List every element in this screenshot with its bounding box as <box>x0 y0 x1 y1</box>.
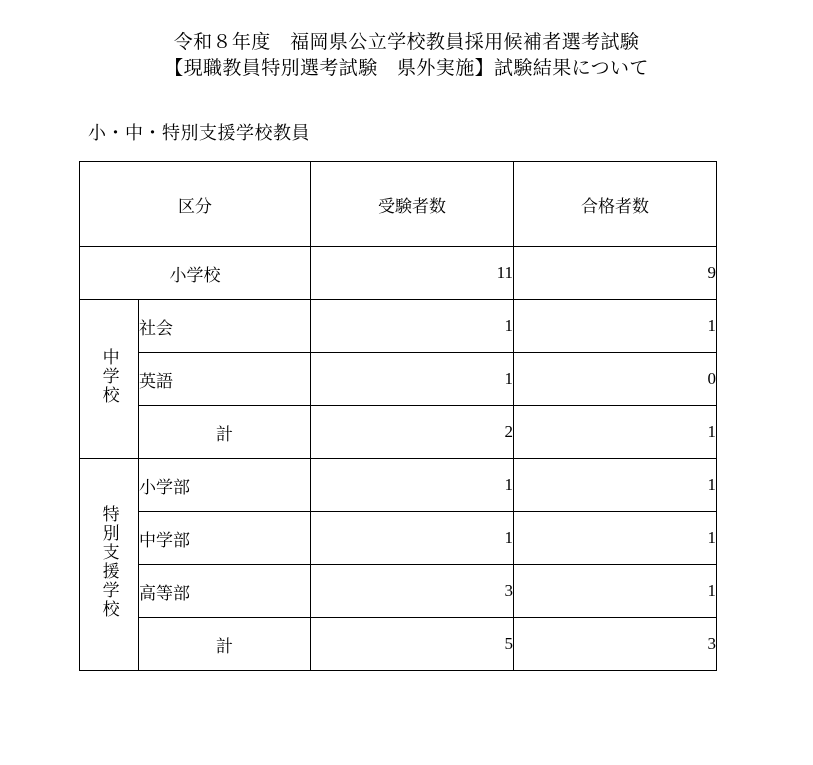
title-line-1: 令和８年度 福岡県公立学校教員採用候補者選考試験 <box>173 32 640 53</box>
row-label-special-support-total: 計 <box>139 618 311 671</box>
row-passed-english: 0 <box>514 353 717 406</box>
row-applicants-junior-high-dept: 1 <box>311 512 514 565</box>
row-label-english: 英語 <box>139 353 311 406</box>
header-passed: 合格者数 <box>514 162 717 247</box>
header-category: 区分 <box>80 162 311 247</box>
row-applicants-elementary-dept: 1 <box>311 459 514 512</box>
document-title-block <box>0 30 813 82</box>
row-label-elementary: 小学校 <box>80 247 311 300</box>
row-passed-junior-high-total: 1 <box>514 406 717 459</box>
group-label-junior-high <box>80 300 139 459</box>
section-subtitle: 小・中・特別支援学校教員 <box>88 123 310 143</box>
table-row <box>80 353 717 406</box>
row-label-junior-high-dept: 中学部 <box>139 512 311 565</box>
row-label-elementary-dept: 小学部 <box>139 459 311 512</box>
title-line-2: 【現職教員特別選考試験 県外実施】試験結果について <box>164 58 649 79</box>
table-row <box>80 512 717 565</box>
table-row <box>80 565 717 618</box>
row-passed-special-support-total: 3 <box>514 618 717 671</box>
row-applicants-social-studies: 1 <box>311 300 514 353</box>
table-row <box>80 459 717 512</box>
row-label-high-school-dept: 高等部 <box>139 565 311 618</box>
group-label-junior-high-text: 中学校 <box>99 348 119 405</box>
row-label-junior-high-total: 計 <box>139 406 311 459</box>
row-passed-junior-high-dept: 1 <box>514 512 717 565</box>
row-applicants-special-support-total: 5 <box>311 618 514 671</box>
row-applicants-high-school-dept: 3 <box>311 565 514 618</box>
header-applicants: 受験者数 <box>311 162 514 247</box>
table-row <box>80 300 717 353</box>
row-applicants-elementary: 11 <box>311 247 514 300</box>
row-label-social-studies: 社会 <box>139 300 311 353</box>
table-row <box>80 247 717 300</box>
group-label-special-support <box>80 459 139 671</box>
table-header-row <box>80 162 717 247</box>
row-applicants-english: 1 <box>311 353 514 406</box>
table-row <box>80 618 717 671</box>
row-passed-high-school-dept: 1 <box>514 565 717 618</box>
row-passed-social-studies: 1 <box>514 300 717 353</box>
results-table-container <box>79 161 717 671</box>
row-passed-elementary: 9 <box>514 247 717 300</box>
table-row <box>80 406 717 459</box>
row-applicants-junior-high-total: 2 <box>311 406 514 459</box>
group-label-special-support-text: 特別支援学校 <box>99 505 119 619</box>
row-passed-elementary-dept: 1 <box>514 459 717 512</box>
exam-results-table <box>79 161 717 671</box>
